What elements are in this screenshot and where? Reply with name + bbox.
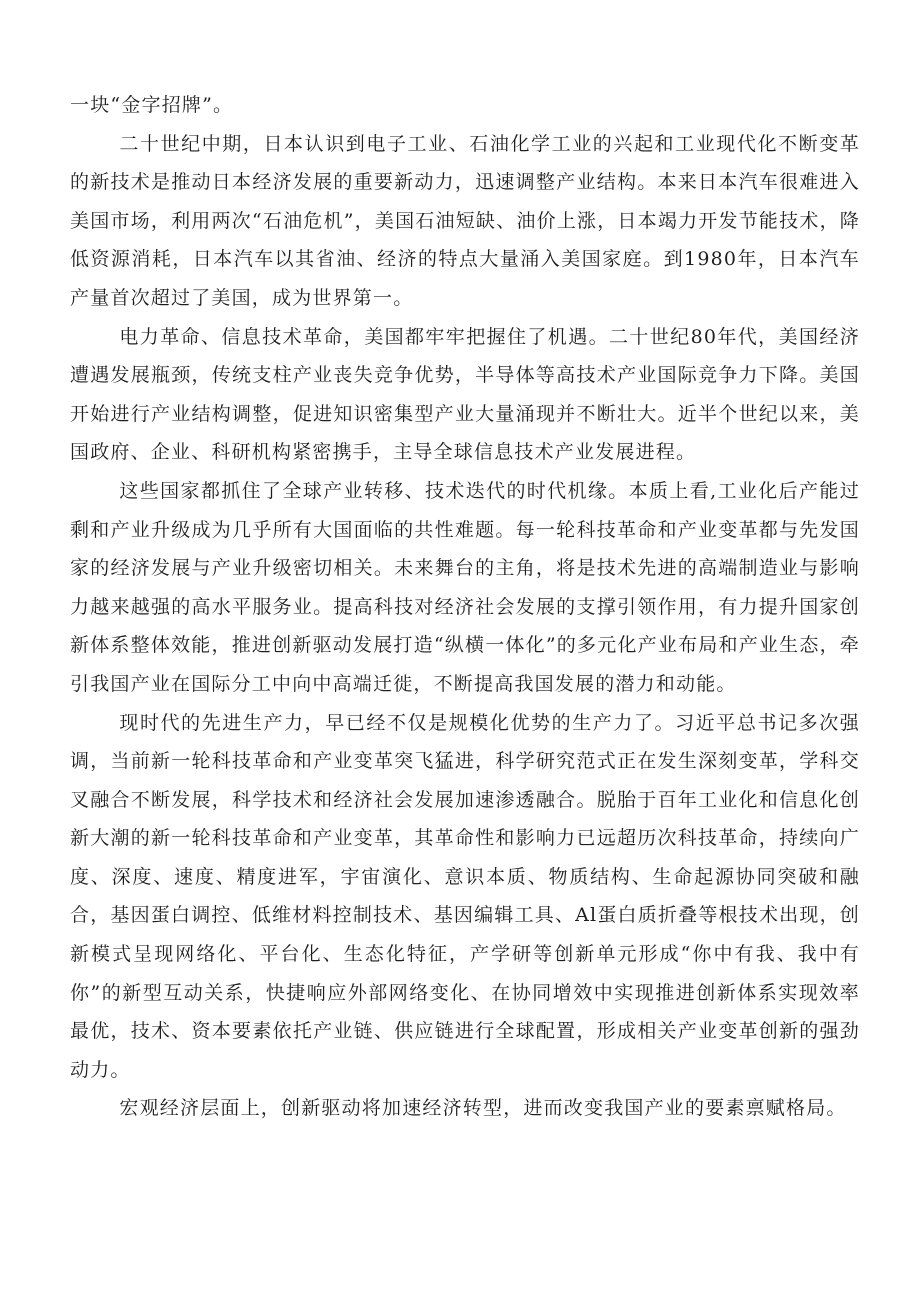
paragraph-japan: 二十世纪中期，日本认识到电子工业、石油化学工业的兴起和工业现代化不断变革的新技术是推动日本经济发展的重要新动力，迅速调整产业结构。本来日本汽车很难进入美国市场，利用两次“石油危机”，美国石油短缺、油价上涨，日本竭力开发节能技术，降低资源消耗，日本汽车以其省油、经济的特点大量涌入美国家庭。到1980年，日本汽车产量首次超过了美国，成为世界第一。 [70,132,860,309]
paragraph-continuation: 一块“金字招牌”。 [70,94,234,116]
paragraph-global-transfer: 这些国家都抓住了全球产业转移、技术迭代的时代机缘。本质上看,工业化后产能过剩和产业升级成为几乎所有大国面临的共性难题。每一轮科技革命和产业变革都与先发国家的经济发展与产业升级密切相关。未来舞台的主角，将是技术先进的高端制造业与影响力越来越强的高水平服务业。提高科技对经济社会发展的支撑引领作用，有力提升国家创新体系整体效能，推进创新驱动发展打造“纵横一体化”的多元化产业布局和产业生态，牵引我国产业在国际分工中向中高端迁徙，不断提高我国发展的潜力和动能。 [70,479,860,695]
paragraph-macro-economy: 宏观经济层面上，创新驱动将加速经济转型，进而改变我国产业的要素禀赋格局。 [119,1097,847,1120]
paragraph-productivity: 现时代的先进生产力，早已经不仅是规模化优势的生产力了。习近平总书记多次强调，当前新一轮科技革命和产业变革突飞猛进，科学研究范式正在发生深刻变革，学科交叉融合不断发展，科学技术和经济社会发展加速渗透融合。脱胎于百年工业化和信息化创新大潮的新一轮科技革命和产业变革，其革命性和影响力已远超历次科技革命，持续向广度、深度、速度、精度进军，宇宙演化、意识本质、物质结构、生命起源协同突破和融合，基因蛋白调控、低维材料控制技术、基因编辑工具、Al蛋白质折叠等根技术出现，创新模式呈现网络化、平台化、生态化特征，产学研等创新单元形成“你中有我、我中有你”的新型互动关系，快捷响应外部网络变化、在协同增效中实现推进创新体系实现效率最优，技术、资本要素依托产业链、供应链进行全球配置，形成相关产业变革创新的强劲动力。 [70,711,860,1081]
document-body [70,86,860,1128]
paragraph-usa: 电力革命、信息技术革命，美国都牢牢把握住了机遇。二十世纪80年代，美国经济遭遇发展瓶颈，传统支柱产业丧失竞争优势，半导体等高技术产业国际竞争力下降。美国开始进行产业结构调整，促进知识密集型产业大量涌现并不断壮大。近半个世纪以来，美国政府、企业、科研机构紧密携手，主导全球信息技术产业发展进程。 [70,325,860,464]
